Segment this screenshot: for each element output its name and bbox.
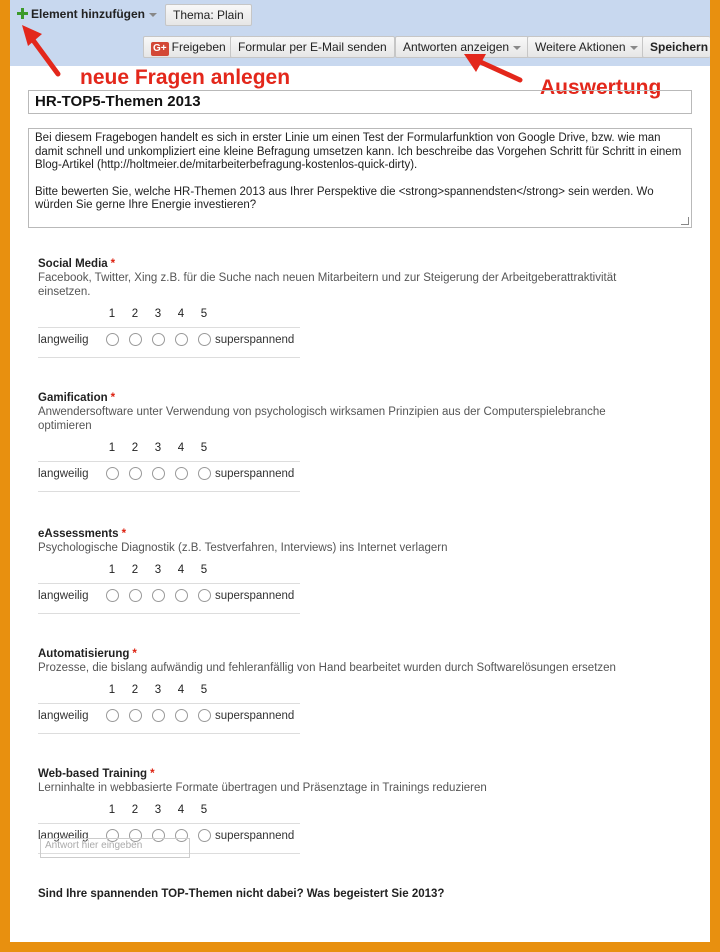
scale-number: 3	[154, 442, 162, 454]
add-element-button[interactable]: Element hinzufügen	[10, 4, 164, 26]
resize-handle-icon[interactable]	[681, 217, 689, 225]
scale-low-label: langweilig	[38, 334, 89, 346]
rating-radio[interactable]	[198, 467, 211, 480]
scale-number: 1	[108, 804, 116, 816]
rating-radio[interactable]	[198, 709, 211, 722]
more-actions-button[interactable]: Weitere Aktionen	[527, 36, 646, 58]
rating-scale	[38, 305, 300, 355]
scale-number: 3	[154, 804, 162, 816]
scale-high-label: superspannend	[215, 334, 295, 346]
scale-low-label: langweilig	[38, 468, 89, 480]
question-title: Web-based Training *	[38, 768, 155, 780]
scale-number: 1	[108, 564, 116, 576]
scale-number: 3	[154, 564, 162, 576]
rating-radio[interactable]	[152, 333, 165, 346]
scale-high-label: superspannend	[215, 590, 295, 602]
scale-high-label: superspannend	[215, 468, 295, 480]
scale-number: 4	[177, 804, 185, 816]
rating-radio[interactable]	[152, 467, 165, 480]
scale-numbers	[38, 439, 300, 459]
scale-high-label: superspannend	[215, 710, 295, 722]
rating-scale	[38, 439, 300, 489]
scale-number: 5	[200, 442, 208, 454]
plus-icon	[17, 8, 28, 19]
scale-numbers	[38, 561, 300, 581]
scale-number: 2	[131, 804, 139, 816]
form-description-textarea[interactable]	[28, 128, 692, 228]
form-editor-window	[10, 0, 710, 942]
divider	[38, 357, 300, 358]
required-marker: *	[132, 648, 137, 660]
rating-radio[interactable]	[198, 829, 211, 842]
description-paragraph: Bei diesem Fragebogen handelt es sich in erster Linie um einen Test der Formularfunktion von Google Drive, bzw. wie man damit schnell und unkompliziert eine kleine Befragung umsetzen kann. Ich beschreibe das Vorgehen Schritt für Schritt in einem Blog-Artikel (http://holtmeier.de/mitarbeiterbefragung-kostenlos-quick-dirty).	[35, 132, 682, 171]
rating-radio[interactable]	[129, 467, 142, 480]
scale-number: 2	[131, 684, 139, 696]
divider	[38, 733, 300, 734]
scale-number: 2	[131, 442, 139, 454]
google-plus-icon: G+	[153, 43, 167, 54]
scale-number: 5	[200, 564, 208, 576]
question-title: Social Media *	[38, 258, 116, 270]
rating-radio[interactable]	[106, 333, 119, 346]
scale-number: 5	[200, 308, 208, 320]
scale-row	[38, 459, 300, 489]
form-title-input[interactable]: HR-TOP5-Themen 2013	[28, 90, 692, 114]
open-answer-input[interactable]: Antwort hier eingeben	[40, 838, 190, 858]
question-help-text: Prozesse, die bislang aufwändig und fehleranfällig von Hand bearbeitet wurden durch Softwarelösungen ersetzen	[38, 662, 616, 674]
scale-row	[38, 701, 300, 731]
save-button[interactable]: Speichern	[642, 36, 710, 58]
rating-radio[interactable]	[129, 709, 142, 722]
annotation-new-questions: neue Fragen anlegen	[80, 66, 291, 89]
scale-row	[38, 325, 300, 355]
email-form-button[interactable]: Formular per E-Mail senden	[230, 36, 395, 58]
show-responses-button[interactable]: Antworten anzeigen	[395, 36, 529, 58]
share-button[interactable]: G+ Freigeben	[143, 36, 234, 58]
question-block	[38, 258, 678, 355]
rating-radio[interactable]	[175, 467, 188, 480]
required-marker: *	[121, 528, 127, 540]
scale-high-label: superspannend	[215, 830, 295, 842]
rating-radio[interactable]	[175, 709, 188, 722]
rating-radio[interactable]	[198, 333, 211, 346]
divider	[38, 613, 300, 614]
rating-radio[interactable]	[175, 333, 188, 346]
scale-numbers	[38, 305, 300, 325]
question-block	[38, 392, 678, 489]
scale-low-label: langweilig	[38, 590, 89, 602]
rating-radio[interactable]	[106, 589, 119, 602]
scale-number: 4	[177, 308, 185, 320]
required-marker: *	[110, 392, 116, 404]
scale-numbers	[38, 681, 300, 701]
scale-number: 1	[108, 308, 116, 320]
rating-radio[interactable]	[129, 333, 142, 346]
scale-number: 5	[200, 804, 208, 816]
rating-radio[interactable]	[129, 589, 142, 602]
scale-numbers	[38, 801, 300, 821]
required-marker: *	[150, 768, 155, 780]
scale-low-label: langweilig	[38, 830, 89, 842]
scale-number: 4	[177, 684, 185, 696]
scale-number: 5	[200, 684, 208, 696]
rating-radio[interactable]	[152, 709, 165, 722]
question-block	[38, 648, 678, 731]
rating-scale	[38, 681, 300, 731]
rating-radio[interactable]	[175, 589, 188, 602]
scale-low-label: langweilig	[38, 710, 89, 722]
question-help-text: Psychologische Diagnostik (z.B. Testverfahren, Interviews) ins Internet verlagern	[38, 542, 448, 554]
rating-radio[interactable]	[198, 589, 211, 602]
question-title: Automatisierung *	[38, 648, 137, 660]
open-question	[38, 888, 678, 900]
question-title: eAssessments *	[38, 528, 127, 540]
scale-number: 2	[131, 564, 139, 576]
scale-number: 2	[131, 308, 139, 320]
chevron-down-icon	[630, 46, 638, 50]
description-paragraph: Bitte bewerten Sie, welche HR-Themen 2013 aus Ihrer Perspektive die <strong>spannendsten</strong> sein werden. Wo würden Sie gerne Ihre Energie investieren?	[35, 185, 654, 211]
scale-number: 4	[177, 442, 185, 454]
editor-toolbar	[10, 0, 710, 66]
question-title: Sind Ihre spannenden TOP-Themen nicht dabei? Was begeistert Sie 2013?	[38, 888, 445, 900]
scale-number: 1	[108, 684, 116, 696]
scale-number: 4	[177, 564, 185, 576]
question-block	[38, 528, 678, 611]
rating-radio[interactable]	[152, 589, 165, 602]
required-marker: *	[110, 258, 116, 270]
chevron-down-icon	[149, 13, 157, 17]
question-help-text: Facebook, Twitter, Xing z.B. für die Suche nach neuen Mitarbeitern und zur Steigerung der Arbeitgeberattraktivität einsetzen.	[38, 272, 617, 298]
rating-radio[interactable]	[106, 467, 119, 480]
scale-number: 3	[154, 684, 162, 696]
rating-radio[interactable]	[106, 709, 119, 722]
annotation-evaluation: Auswertung	[540, 76, 662, 99]
question-help-text: Lerninhalte in webbasierte Formate übertragen und Präsenztage in Trainings reduzieren	[38, 782, 487, 794]
theme-button[interactable]: Thema: Plain	[165, 4, 252, 26]
question-title: Gamification *	[38, 392, 116, 404]
question-help-text: Anwendersoftware unter Verwendung von psychologisch wirksamen Prinzipien aus der Computerspielebranche optimieren	[38, 406, 606, 432]
divider	[38, 491, 300, 492]
scale-number: 3	[154, 308, 162, 320]
scale-number: 1	[108, 442, 116, 454]
scale-row	[38, 581, 300, 611]
rating-scale	[38, 561, 300, 611]
